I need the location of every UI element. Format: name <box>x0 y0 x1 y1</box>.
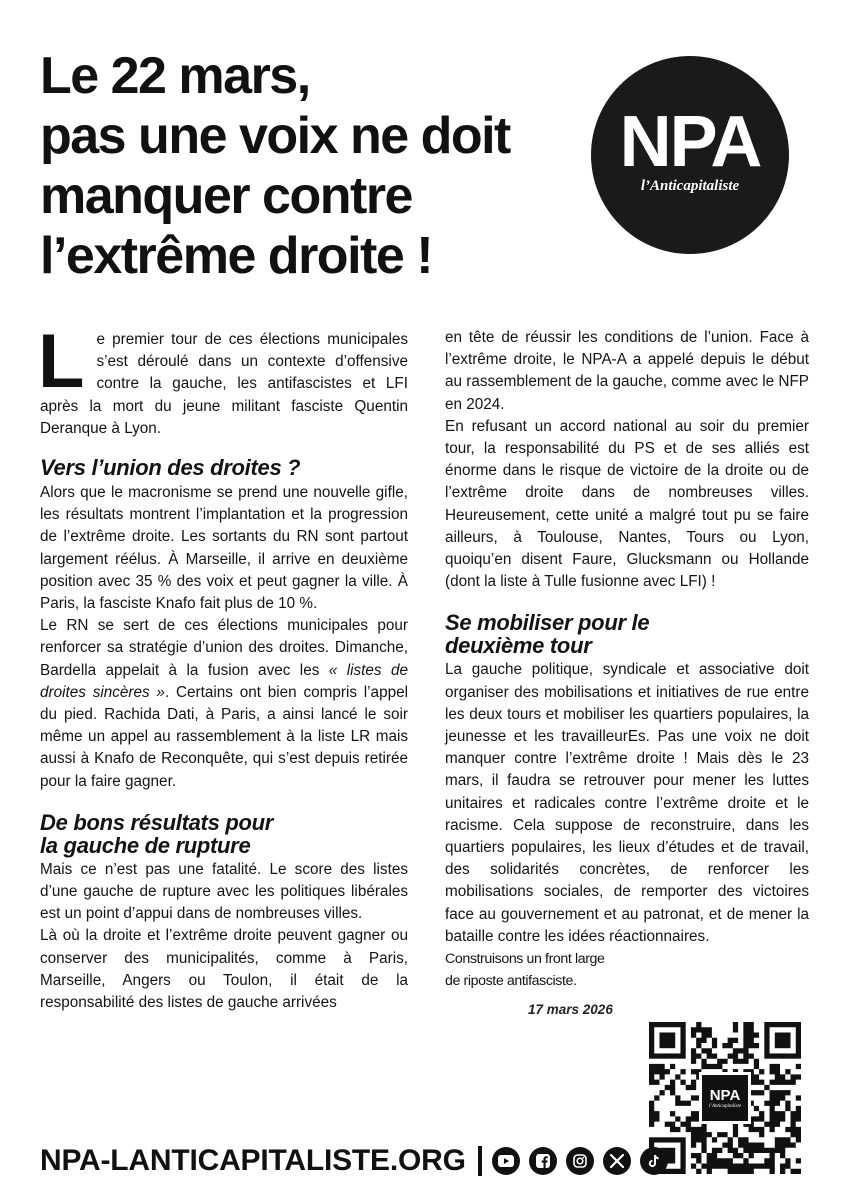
section-heading-resultats-line-2: la gauche de rupture <box>40 832 251 858</box>
website-link[interactable]: NPA-LANTICAPITALISTE.ORG <box>40 1144 466 1177</box>
headline-line-1: Le 22 mars, <box>40 47 310 105</box>
logo-tagline: l’Anticapitaliste <box>640 177 740 194</box>
npa-logo <box>591 56 789 254</box>
section-resultats-paragraph-1: Mais ce n’est pas une fatalité. Le score des listes d’une gauche de rupture avec les politiques libérales est un point d’appui dans de nombreuses villes. <box>40 860 408 923</box>
section-heading-mobiliser-line-1: Se mobiliser pour le <box>445 610 650 636</box>
logo-name: NPA <box>619 101 761 182</box>
headline-line-3: manquer contre <box>40 167 412 225</box>
section-heading-resultats-line-1: De bons résultats pour <box>40 809 273 835</box>
section-union-paragraph-1: Alors que le macronisme se prend une nouvelle gifle, les résultats montrent l’implantation et la progression de l’extrême droite. Les sortants du RN sont partout largement réélus. À Marseille, il arrive en deuxième position avec 35 % des voix et peut gagner la ville. À Paris, la fasciste Knafo fait plus de 10 %. <box>40 484 408 613</box>
qr-center-logo <box>699 1072 751 1124</box>
section-union-paragraph-2-start: Le RN se sert de ces élections municipales pour renforcer sa stratégie d’union des droites. Dimanche, Bardella appelait à la fusion avec les <box>40 617 408 679</box>
intro-paragraph <box>38 319 408 440</box>
section-heading-mobiliser-line-2: deuxième tour <box>445 633 592 659</box>
youtube-icon[interactable] <box>492 1147 520 1175</box>
intro-text: e premier tour de ces élections municipales s’est déroulé dans un contexte d’offensive contre la gauche, les antifascistes et LFI après la mort du jeune militant fasciste Quentin Deranque à Lyon. <box>40 331 408 437</box>
section-resultats-paragraph-2: Là où la droite et l’extrême droite peuvent gagner ou conserver des municipalités, comme à Paris, Marseille, Angers ou Toulon, il était de la responsabilité des listes de gauche arrivées <box>40 927 408 1012</box>
section-heading-mobiliser <box>445 611 809 657</box>
headline-line-2: pas une voix ne doit <box>40 107 510 165</box>
qr-finder-center <box>659 1032 675 1048</box>
qr-center-name: NPA <box>709 1086 741 1104</box>
section-union-paragraph-2-end: . Certains ont bien compris l’appel du pied. Rachida Dati, à Paris, a ainsi lancé le soir même un appel au rassemblement à la liste LR mais aussi à Knafo de Reconquête, qui s’est depuis retirée pour la faire gagner. <box>40 683 408 790</box>
closing-call-line-2: de riposte antifasciste. <box>445 973 577 990</box>
section-union-paragraph-2 <box>40 615 408 793</box>
right-paragraph-1: en tête de réussir les conditions de l’union. Face à l’extrême droite, le NPA-A a appelé depuis le début au rassemblement de la gauche, comme avec le NFP en 2024. <box>445 329 809 413</box>
left-column <box>38 319 409 1014</box>
instagram-icon[interactable] <box>566 1147 594 1175</box>
section-mobiliser-paragraph: La gauche politique, syndicale et associative doit organiser des mobilisations et initiatives de rue entre les deux tours et mobiliser les quartiers populaires, la jeunesse et les travailleurEs. Pas une voix ne doit manquer contre l’extrême droite ! Mais dès le 23 mars, il faudra se retrouver pour mener les luttes unitaires et radicales contre l’extrême droite et le racisme. Cela suppose de reconstruire, dans les quartiers populaires, les lieux d’études et de travail, des solidarités concrètes, de renforcer les mobilisations sociales, de remporter des victoires face au gouvernement et au patronat, et de mener la bataille contre les idées réactionnaires. <box>445 661 809 945</box>
right-paragraph-2: En refusant un accord national au soir du premier tour, la responsabilité du PS et de ses alliés est énorme dans le risque de victoire de la droite ou de l’extrême droite dans de nombreuses villes. Heureusement, cette unité a malgré tout pu se faire ailleurs, à Toulouse, Nantes, Tours ou Lyon, quoiqu’en disent Faure, Glucksmann ou Hollande (dont la liste à Tulle fusionne avec LFI) ! <box>445 417 809 591</box>
drop-cap: L <box>38 319 85 404</box>
x-icon[interactable] <box>603 1147 631 1175</box>
qr-center-tagline: l’Anticapitaliste <box>708 1103 742 1109</box>
tiktok-icon[interactable] <box>640 1147 668 1175</box>
closing-call-line-1: Construisons un front large <box>445 951 605 968</box>
facebook-icon[interactable] <box>529 1147 557 1175</box>
footer-divider <box>478 1146 482 1176</box>
quote-listes-droites: « listes de droites sincères » <box>40 661 409 701</box>
footer <box>40 1141 677 1181</box>
closing-call <box>445 948 809 992</box>
qr-finder-center <box>775 1032 791 1048</box>
section-heading-resultats <box>40 811 408 857</box>
publication-date: 17 mars 2026 <box>528 1002 613 1017</box>
headline-line-4: l’extrême droite ! <box>40 227 433 285</box>
headline <box>40 46 580 286</box>
section-heading-union: Vers l’union des droites ? <box>40 455 301 481</box>
right-column <box>445 327 809 992</box>
